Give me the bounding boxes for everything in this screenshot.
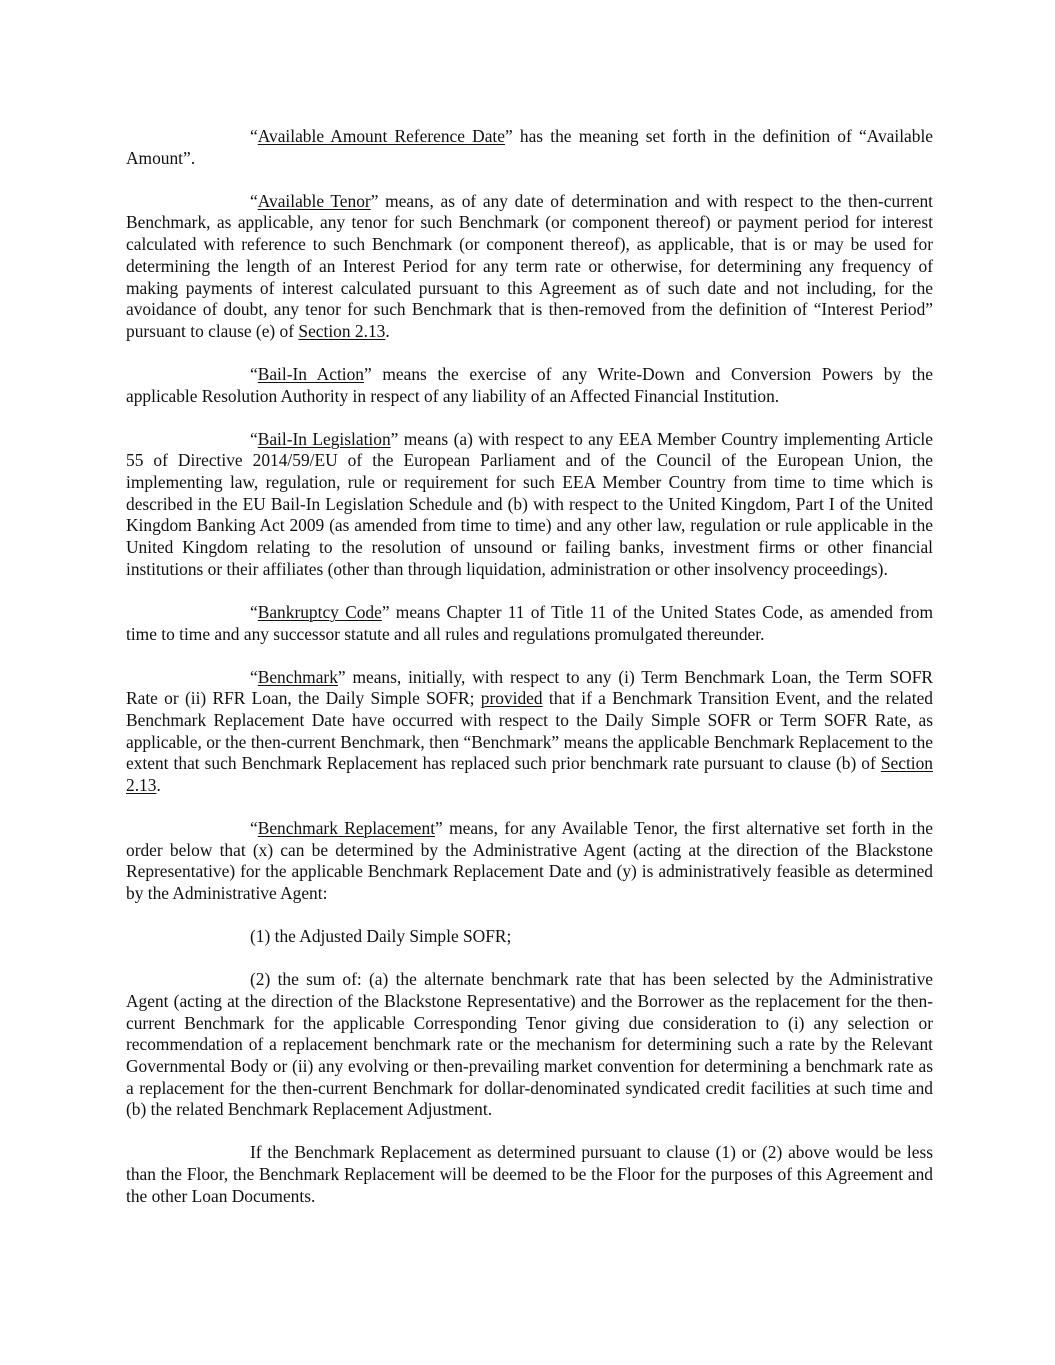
defined-term: Benchmark Replacement [257,818,436,839]
definition-end: . [385,320,390,341]
defined-term: Available Amount Reference Date [257,126,505,146]
definition-available-tenor: “Available Tenor” means, as of any date of determination and with respect to the then-current Benchmark, as applicable, any tenor for such Benchmark (or component thereof) or payment period for interest calculated with reference to such Benchmark (or component thereof), as applicable, that is or may be used for determining the length of an Interest Period for any term rate or otherwise, for determining any frequency of making payments of interest calculated pursuant to this Agreement as of such date and not including, for the avoidance of doubt, any tenor for such Benchmark that is then-removed from the definition of “Interest Period” pursuant to clause (e) of Section 2.13. [126,190,934,341]
definition-body: ” has the meaning set forth in the definition of “Available Amount”. [126,126,933,168]
defined-term: Bankruptcy Code [257,601,382,622]
definition-bankruptcy-code: “Bankruptcy Code” means Chapter 11 of Title 11 of the United States Code, as amended from time to time and any successor statute and all rules and regulations promulgated thereunder. [126,601,933,644]
defined-term: Benchmark [257,666,338,687]
definition-body: ” means (a) with respect to any EEA Member Country implementing Article 55 of Directive 2014/59/EU of the European Parliament and of the Council of the European Union, the implementing law, regulation, rule or requirement for such EEA Member Country from time to time which is described in the EU Bail-In Legislation Schedule and (b) with respect to the United Kingdom, Part I of the United Kingdom Banking Act 2009 (as amended from time to time) and any other law, regulation or rule applicable in the United Kingdom relating to the resolution of unsound or failing banks, investment firms or other financial institutions or their affiliates (other than through liquidation, administration or other insolvency proceedings). [126,428,933,579]
definition-end: . [156,775,161,796]
definition-body: ” means, initially, with respect to any (i) Term Benchmark Loan, the Term SOFR Rate or (ii) RFR Loan, the Daily Simple SOFR; [126,666,933,709]
defined-term: Available Tenor [257,190,371,211]
definition-body-continued: that if a Benchmark Transition Event, and the related Benchmark Replacement Date have occurred with respect to the Daily Simple SOFR or Term SOFR Rate, as applicable, or the then-current Benchmark, then “Benchmark” means the applicable Benchmark Replacement to the extent that such Benchmark Replacement has replaced such prior benchmark rate pursuant to clause (b) of [126,688,933,774]
floor-paragraph: If the Benchmark Replacement as determined pursuant to clause (1) or (2) above would be less than the Floor, the Benchmark Replacement will be deemed to be the Floor for the purposes of this Agreement and the other Loan Documents. [126,1142,933,1206]
definition-bail-in-action: “Bail-In Action” means the exercise of any Write-Down and Conversion Powers by the applicable Resolution Authority in respect of any liability of an Affected Financial Institution. [126,363,933,406]
definition-benchmark: “Benchmark” means, initially, with respect to any (i) Term Benchmark Loan, the Term SOFR Rate or (ii) RFR Loan, the Daily Simple SOFR; provided that if a Benchmark Transition Event, and the related Benchmark Replacement Date have occurred with respect to the Daily Simple SOFR or Term SOFR Rate, as applicable, or the then-current Benchmark, then “Benchmark” means the applicable Benchmark Replacement to the extent that such Benchmark Replacement has replaced such prior benchmark rate pursuant to clause (b) of Section 2.13. [126,666,933,796]
definition-bail-in-legislation: “Bail-In Legislation” means (a) with respect to any EEA Member Country implementing Article 55 of Directive 2014/59/EU of the European Parliament and of the Council of the European Union, the implementing law, regulation, rule or requirement for such EEA Member Country from time to time which is described in the EU Bail-In Legislation Schedule and (b) with respect to the United Kingdom, Part I of the United Kingdom Banking Act 2009 (as amended from time to time) and any other law, regulation or rule applicable in the United Kingdom relating to the resolution of unsound or failing banks, investment firms or other financial institutions or their affiliates (other than through liquidation, administration or other insolvency proceedings). [126,428,933,579]
defined-term: Bail-In Legislation [257,428,391,449]
section-reference-link[interactable]: Section 2.13 [298,320,386,341]
definition-body: ” means Chapter 11 of Title 11 of the United States Code, as amended from time to time and any successor statute and all rules and regulations promulgated thereunder. [126,601,933,644]
definition-body: ” means, as of any date of determination and with respect to the then-current Benchmark, as applicable, any tenor for such Benchmark (or component thereof) or payment period for interest calculated with reference to such Benchmark (or component thereof), as applicable, that is or may be used for determining the length of an Interest Period for any term rate or otherwise, for determining any frequency of making payments of interest calculated pursuant to this Agreement as of such date and not including, for the avoidance of doubt, any tenor for such Benchmark that is then-removed from the definition of “Interest Period” pursuant to clause (e) of [126,190,934,341]
clause-1: (1) the Adjusted Daily Simple SOFR; [250,926,512,947]
section-reference-link[interactable]: Section 2.13 [126,753,933,796]
provided-proviso: provided [480,688,543,709]
definition-available-amount-reference-date: “Available Amount Reference Date” has the meaning set forth in the definition of “Available Amount”. [126,126,933,168]
definition-body: ” means, for any Available Tenor, the first alternative set forth in the order below that (x) can be determined by the Administrative Agent (acting at the direction of the Blackstone Representative) for the applicable Benchmark Replacement Date and (y) is administratively feasible as determined by the Administrative Agent: [126,818,933,904]
document-page [126,126,933,1208]
defined-term: Bail-In Action [257,363,365,384]
definition-body: ” means the exercise of any Write-Down and Conversion Powers by the applicable Resolution Authority in respect of any liability of an Affected Financial Institution. [126,363,933,406]
definition-benchmark-replacement: “Benchmark Replacement” means, for any Available Tenor, the first alternative set forth in the order below that (x) can be determined by the Administrative Agent (acting at the direction of the Blackstone Representative) for the applicable Benchmark Replacement Date and (y) is administratively feasible as determined by the Administrative Agent: [126,818,933,904]
clause-2: (2) the sum of: (a) the alternate benchmark rate that has been selected by the Administrative Agent (acting at the direction of the Blackstone Representative) and the Borrower as the replacement for the then-current Benchmark for the applicable Corresponding Tenor giving due consideration to (i) any selection or recommendation of a replacement benchmark rate or the mechanism for determining such a rate by the Relevant Governmental Body or (ii) any evolving or then-prevailing market convention for determining a benchmark rate as a replacement for the then-current Benchmark for dollar-denominated syndicated credit facilities at such time and (b) the related Benchmark Replacement Adjustment. [126,969,933,1120]
